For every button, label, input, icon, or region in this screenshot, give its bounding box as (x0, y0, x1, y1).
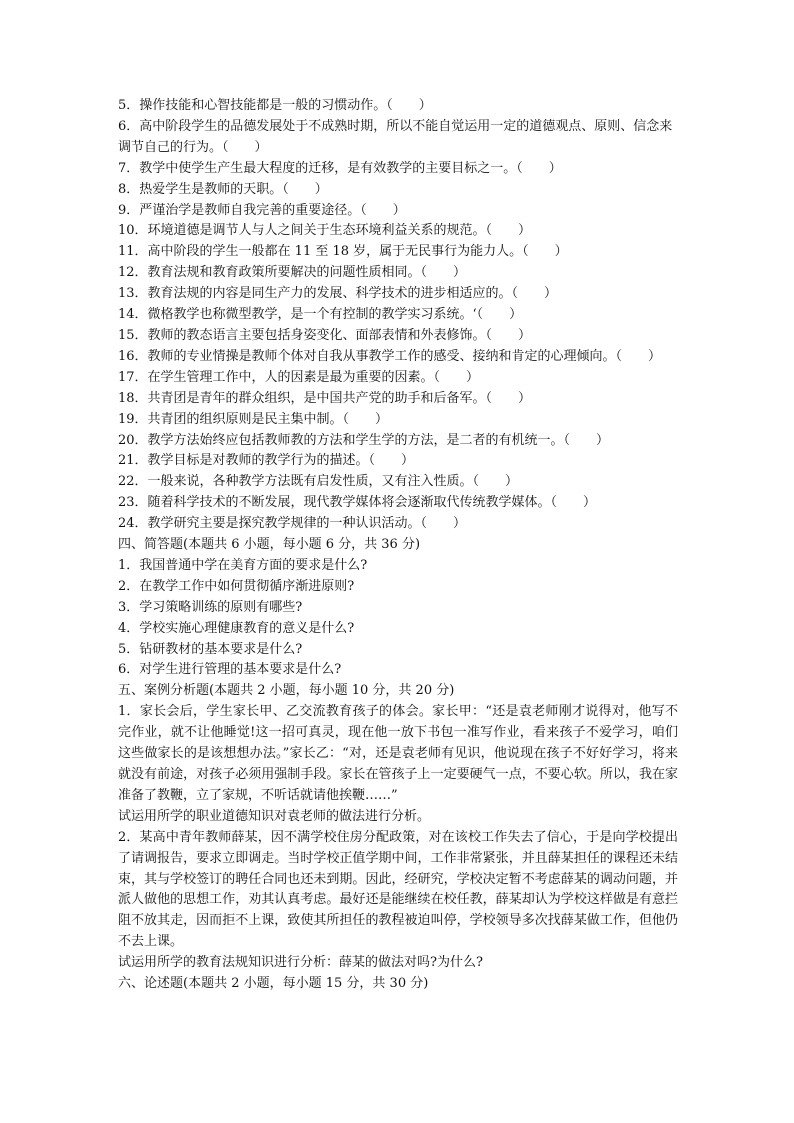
short-answer-item-1: 1．我国普通中学在美育方面的要求是什么? (118, 557, 368, 573)
judgment-item-18: 18．共青团是青年的群众组织，是中国共产党的助手和后备军。（ ） (118, 390, 532, 406)
judgment-item-17: 17．在学生管理工作中，人的因素是最为重要的因素。（ ） (118, 369, 480, 385)
judgment-item-10: 10．环境道德是调节人与人之间关于生态环境利益关系的规范。（ ） (118, 223, 532, 239)
short-answer-section (118, 535, 678, 681)
judgment-item-24: 24．教学研究主要是探究教学规律的一种认识活动。（ ） (118, 516, 467, 532)
short-answer-item-3: 3．学习策略训练的原则有哪些? (118, 599, 303, 615)
judgment-item-13: 13．教育法规的内容是同生产力的发展、科学技术的进步相适应的。（ ） (118, 286, 558, 302)
judgment-item-5: 5．操作技能和心智技能都是一般的习惯动作。（ ） (118, 98, 432, 113)
judgment-item-21: 21．教学目标是对教师的教学行为的描述。（ ） (118, 453, 415, 469)
short-answer-heading: 四、简答题(本题共 6 小题，每小题 6 分，共 36 分) (118, 537, 421, 553)
short-answer-item-4: 4．学校实施心理健康教育的意义是什么? (118, 620, 355, 636)
judgment-item-7: 7．教学中使学生产生最大程度的迁移，是有效教学的主要目标之一。（ ） (118, 160, 562, 176)
judgment-item-8: 8．热爱学生是教师的天职。（ ） (118, 181, 328, 197)
judgment-item-20: 20．教学方法始终应包括教师教的方法和学生学的方法，是二者的有机统一。（ ） (118, 432, 610, 448)
judgment-item-23: 23．随着科学技术的不断发展，现代教学媒体将会逐渐取代传统教学媒体。（ ） (118, 495, 597, 511)
judgment-item-22: 22．一般来说，各种教学方法既有启发性质，又有注入性质。（ ） (118, 474, 519, 490)
case-1-question: 试运用所学的职业道德知识对袁老师的做法进行分析。 (118, 808, 431, 824)
judgment-item-16: 16．教师的专业情操是教师个体对自我从事教学工作的感受、接纳和肯定的心理倾向。（ ） (118, 348, 662, 364)
judgment-item-11: 11．高中阶段的学生一般都在 11 至 18 岁，属于无民事行为能力人。（ ） (118, 244, 568, 260)
short-answer-item-2: 2．在教学工作中如何贯彻循序渐进原则? (118, 578, 355, 594)
exam-page (118, 96, 678, 995)
case-2-question: 试运用所学的教育法规知识进行分析：薛某的做法对吗?为什么? (118, 955, 483, 971)
judgment-item-14: 14．微格教学也称微型教学，是一个有控制的教学实习系统。‘（ ） (118, 307, 523, 323)
case-2-text: 2．某高中青年教师薛某，因不满学校住房分配政策，对在该校工作失去了信心，于是向学校提出了请调报告，要求立即调走。当时学校正值学期中间，工作非常紧张，并且薛某担任的课程还未结束，其与学校签订的聘任合同也还未到期。因此，经研究，学校决定暂不考虑薛某的调动问题，并派人做他的思想工作，劝其认真考虑。最好还是能继续在校任教，薛某却认为学校这样做是有意拦阻不放其走，因而拒不上课，致使其所担任的教程被迫叫停，学校领导多次找薛某做工作，但他仍不去上课。 (118, 829, 678, 950)
essay-heading: 六、论述题(本题共 2 小题，每小题 15 分，共 30 分) (118, 976, 429, 992)
essay-section (118, 974, 678, 995)
case-analysis-heading: 五、案例分析题(本题共 2 小题，每小题 10 分，共 20 分) (118, 683, 455, 699)
case-1-text: 1．家长会后，学生家长甲、乙交流教育孩子的体会。家长甲：“还是袁老师刚才说得对，他写不完作业，就不让他睡觉!这一招可真灵，现在他一放下书包一准写作业，看来孩子不爱学习，咱们这些做家长的是该想想办法。”家长乙：“对，还是袁老师有见识，他说现在孩子不好好学习，将来就没有前途，对孩子必须用强制手段。家长在管孩子上一定要硬气一点，不要心软。所以，我在家准备了教鞭，立了家规，不听话就请他挨鞭……” (118, 704, 678, 803)
judgment-item-6: 6．高中阶段学生的品德发展处于不成熟时期，所以不能自觉运用一定的道德观点、原则、信念来调节自己的行为。（ ） (118, 118, 673, 155)
short-answer-item-6: 6．对学生进行管理的基本要求是什么? (118, 662, 342, 678)
judgment-item-9: 9．严谨治学是教师自我完善的重要途径。（ ） (118, 202, 406, 218)
judgment-item-19: 19．共青团的组织原则是民主集中制。（ ） (118, 411, 389, 427)
judgment-item-12: 12．教育法规和教育政策所要解决的问题性质相同。（ ） (118, 265, 467, 281)
case-analysis-section (118, 681, 678, 974)
short-answer-item-5: 5．钻研教材的基本要求是什么? (118, 641, 303, 657)
judgment-item-15: 15．教师的教态语言主要包括身姿变化、面部表情和外表修饰。（ ） (118, 327, 532, 343)
judgment-section (118, 96, 678, 535)
